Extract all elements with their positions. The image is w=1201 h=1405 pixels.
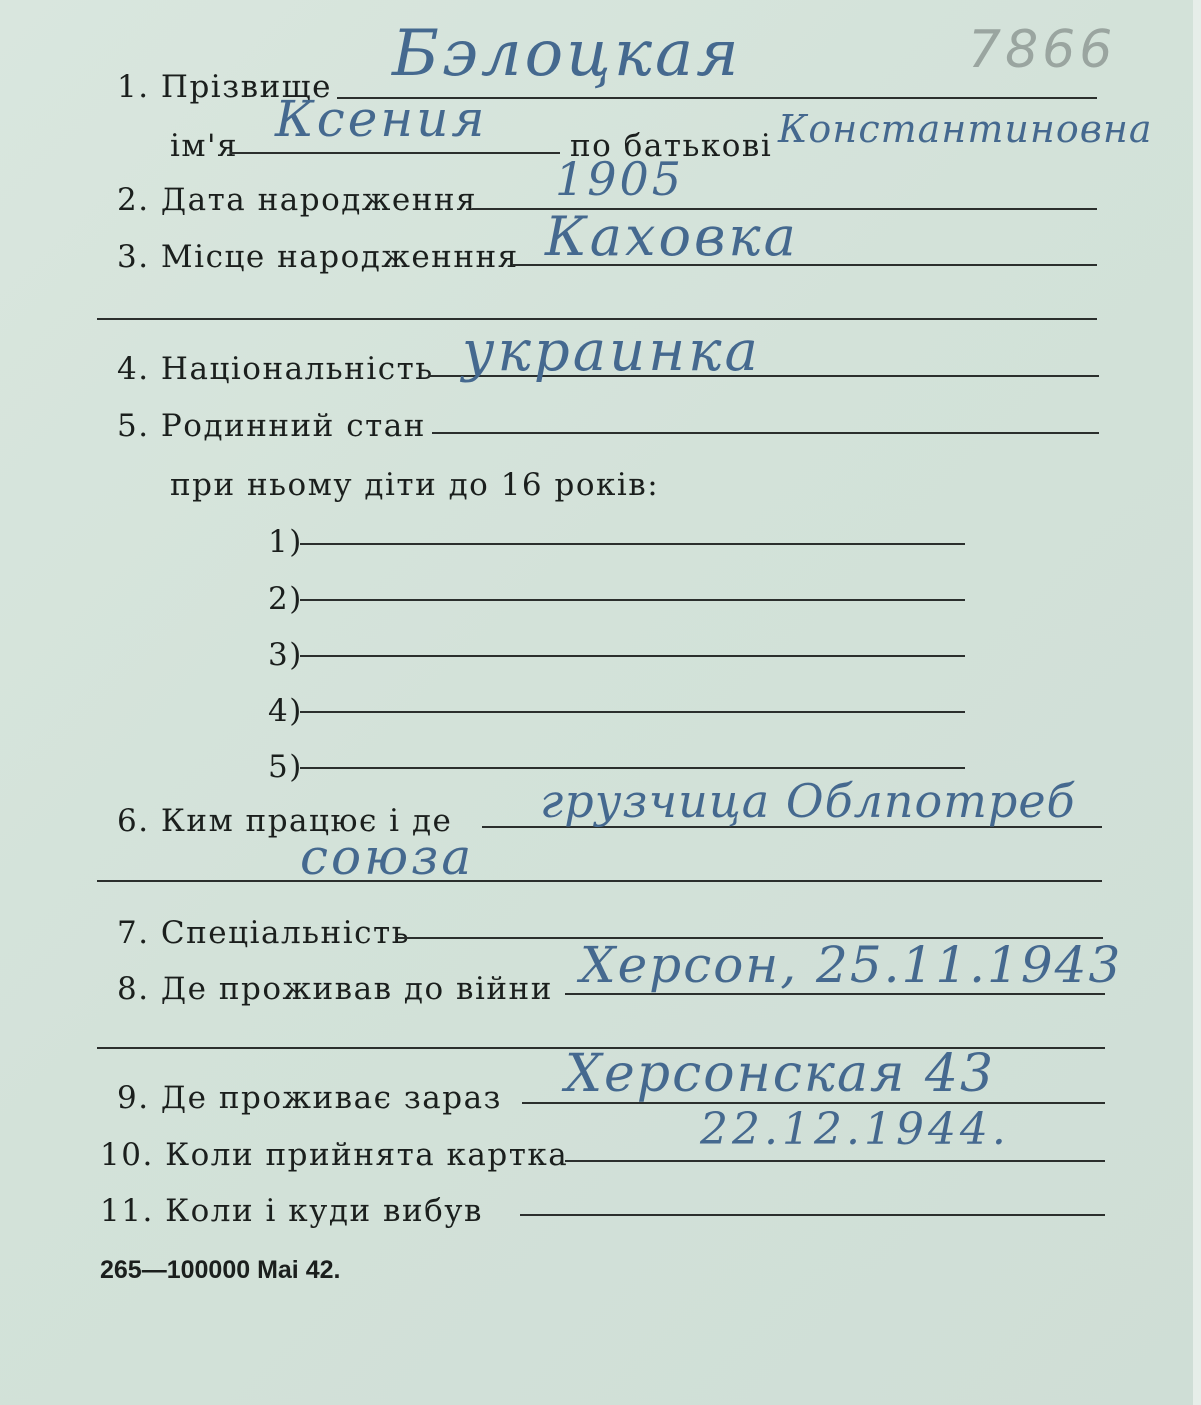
child-4-label: 4) xyxy=(268,693,303,729)
card-accepted-line xyxy=(565,1160,1105,1162)
birth-date-value: 1905 xyxy=(555,152,685,206)
departed-line xyxy=(520,1214,1105,1216)
prewar-residence-value: Херсон, 25.11.1943 xyxy=(580,936,1123,994)
child-2-line xyxy=(300,599,965,601)
work-label: 6. Ким працює і де xyxy=(117,803,453,839)
patronymic-label: по батькові xyxy=(570,128,773,164)
child-1-line xyxy=(300,543,965,545)
birth-place-value: Каховка xyxy=(545,205,799,268)
card-accepted-label: 10. Коли прийнята картка xyxy=(100,1137,569,1173)
marital-status-line xyxy=(432,432,1099,434)
first-name-label: ім'я xyxy=(170,128,239,164)
nationality-value: украинка xyxy=(462,319,761,384)
nationality-label: 4. Національність xyxy=(117,351,434,387)
surname-label: 1. Прізвище xyxy=(117,69,332,105)
departed-label: 11. Коли і куди вибув xyxy=(100,1193,483,1229)
child-5-line xyxy=(300,767,965,769)
work-line-2 xyxy=(97,880,1102,882)
child-4-line xyxy=(300,711,965,713)
child-3-line xyxy=(300,655,965,657)
current-residence-value: Херсонская 43 xyxy=(565,1044,996,1104)
work-value-line1: грузчица Облпотреб xyxy=(540,774,1076,828)
child-2-label: 2) xyxy=(268,581,303,617)
card-accepted-value: 22.12.1944. xyxy=(700,1104,1010,1155)
archive-number: 7866 xyxy=(968,20,1117,80)
birth-place-label: 3. Місце народженння xyxy=(117,239,519,275)
card-edge xyxy=(1193,0,1201,1405)
birth-date-label: 2. Дата народження xyxy=(117,182,478,218)
child-5-label: 5) xyxy=(268,749,303,785)
marital-status-label: 5. Родинний стан xyxy=(117,408,426,444)
children-heading: при ньому діти до 16 років: xyxy=(170,467,660,503)
current-residence-label: 9. Де проживає зараз xyxy=(117,1080,502,1116)
patronymic-value: Константиновна xyxy=(778,107,1153,151)
prewar-residence-label: 8. Де проживав до війни xyxy=(117,971,553,1007)
first-name-line xyxy=(230,152,560,154)
surname-value: Бэлоцкая xyxy=(392,17,742,91)
work-value-line2: союза xyxy=(300,828,475,886)
print-run-footer: 265—100000 Mai 42. xyxy=(100,1256,341,1284)
first-name-value: Ксения xyxy=(275,90,488,148)
specialty-label: 7. Спеціальність xyxy=(117,915,411,951)
child-3-label: 3) xyxy=(268,637,303,673)
child-1-label: 1) xyxy=(268,524,303,560)
